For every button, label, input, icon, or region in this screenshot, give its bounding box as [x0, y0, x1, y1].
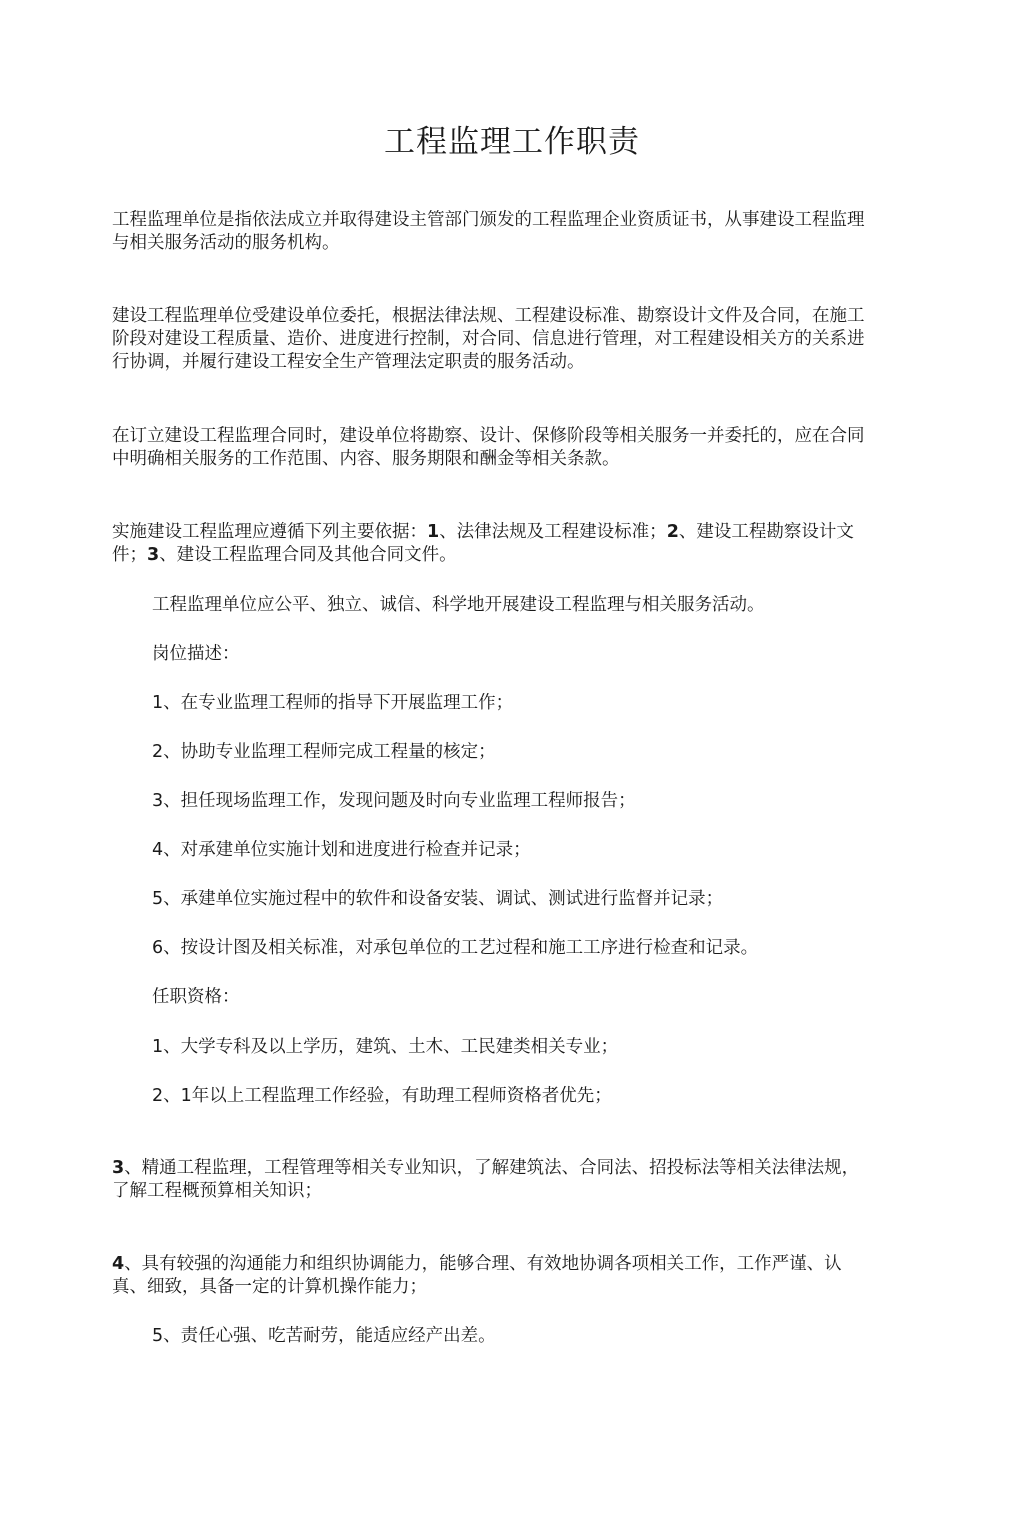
job-item-text: 、承建单位实施过程中的软件和设备安装、调试、测试进行监督并记录；: [163, 889, 724, 909]
job-item-text: 、担任现场监理工作，发现问题及时向专业监理工程师报告；: [163, 791, 636, 811]
qualification-item-text: 、责任心强、吃苦耐劳，能适应经产出差。: [163, 1326, 496, 1346]
qualification-item-3: [112, 1157, 876, 1203]
job-item-5: [152, 888, 876, 911]
job-description-heading: 岗位描述：: [152, 644, 240, 664]
qualification-item-number: 4: [112, 1254, 125, 1274]
job-item-text: 、协助专业监理工程师完成工程量的核定；: [163, 742, 496, 762]
job-item-number: 5: [152, 889, 164, 909]
job-item-number: 2: [152, 742, 164, 762]
job-item-4: [152, 839, 876, 862]
principle-paragraph: 工程监理单位应公平、独立、诚信、科学地开展建设工程监理与相关服务活动。: [152, 595, 765, 615]
basis-text-3: 、建设工程监理合同及其他合同文件。: [159, 545, 457, 565]
qualification-item-2: [152, 1085, 876, 1108]
qualification-item-5: [152, 1325, 876, 1348]
job-item-number: 1: [152, 693, 164, 713]
job-item-number: 4: [152, 840, 164, 860]
basis-prefix: 实施建设工程监理应遵循下列主要依据：: [112, 522, 427, 542]
basis-num-1: 1: [427, 522, 440, 542]
intro-paragraph-3: 在订立建设工程监理合同时，建设单位将勘察、设计、保修阶段等相关服务一并委托的，应在合同中明确相关服务的工作范围、内容、服务期限和酬金等相关条款。: [112, 426, 865, 469]
page-title: 工程监理工作职责: [384, 124, 640, 160]
qualification-item-number: 5: [152, 1326, 164, 1346]
qualifications-heading: 任职资格：: [152, 987, 240, 1007]
job-item-3: [152, 790, 876, 813]
qualification-item-number: 3: [112, 1158, 125, 1178]
basis-paragraph: [112, 521, 876, 567]
qualification-item-text: 、具有较强的沟通能力和组织协调能力，能够合理、有效地协调各项相关工作，工作严谨、认真、细致，具备一定的计算机操作能力；: [112, 1254, 842, 1297]
qualification-item-years: 1: [180, 1086, 192, 1106]
intro-paragraph-2: 建设工程监理单位受建设单位委托，根据法律法规、工程建设标准、勘察设计文件及合同，在施工阶段对建设工程质量、造价、进度进行控制，对合同、信息进行管理，对工程建设相关方的关系进行协调，并履行建设工程安全生产管理法定职责的服务活动。: [112, 306, 865, 372]
intro-paragraph-1: 工程监理单位是指依法成立并取得建设主管部门颁发的工程监理企业资质证书，从事建设工程监理与相关服务活动的服务机构。: [112, 210, 865, 253]
qualification-item-text: 、大学专科及以上学历，建筑、土木、工民建类相关专业；: [163, 1037, 619, 1057]
job-item-number: 6: [152, 938, 164, 958]
job-item-text: 、在专业监理工程师的指导下开展监理工作；: [163, 693, 514, 713]
job-item-number: 3: [152, 791, 164, 811]
basis-text-2: 、建设工程勘察设计文件；: [112, 522, 854, 565]
qualification-item-4: [112, 1253, 876, 1299]
job-item-text: 、按设计图及相关标准，对承包单位的工艺过程和施工工序进行检查和记录。: [163, 938, 759, 958]
qualification-item-text: 、: [163, 1086, 181, 1106]
job-item-1: [152, 692, 876, 715]
basis-num-3: 3: [147, 545, 160, 565]
qualification-item-1: [152, 1036, 876, 1059]
basis-text-1: 、法律法规及工程建设标准；: [439, 522, 667, 542]
qualification-item-text: 、精通工程监理，工程管理等相关专业知识，了解建筑法、合同法、招投标法等相关法律法规，了解工程概预算相关知识；: [112, 1158, 860, 1201]
job-item-2: [152, 741, 876, 764]
basis-num-2: 2: [666, 522, 679, 542]
job-item-6: [152, 937, 876, 960]
job-item-text: 、对承建单位实施计划和进度进行检查并记录；: [163, 840, 531, 860]
qualification-item-number: 2: [152, 1086, 164, 1106]
qualification-item-number: 1: [152, 1037, 164, 1057]
qualification-item-text-b: 年以上工程监理工作经验，有助理工程师资格者优先；: [191, 1086, 612, 1106]
